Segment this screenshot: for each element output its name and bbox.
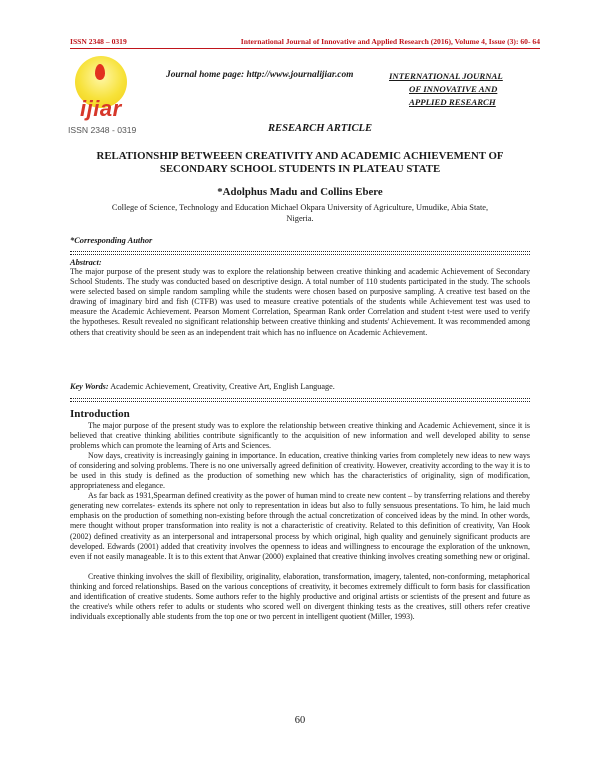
logo-wordmark: ijiar [80,96,122,121]
logo-drop-icon [95,64,105,80]
divider-dotted [70,398,530,399]
abstract-heading: Abstract: [70,258,102,267]
affiliation-line: Nigeria. [286,214,314,223]
keywords-label: Key Words: [70,382,109,391]
running-header [70,37,540,46]
affiliation [70,202,530,224]
corresponding-author: *Corresponding Author [70,236,153,245]
paragraph: The major purpose of the present study was to explore the relationship between creative thinking and Academic Achievement, since it is believed that creative thinking abilities contribute significantly to the acquisition of new information and well developed ability to sense problems which can promote the learning of Arts and Sciences. [70,421,530,451]
article-type: RESEARCH ARTICLE [267,123,373,134]
paper-title [70,150,530,176]
page-number: 60 [294,715,306,726]
keywords [70,382,530,391]
header-rule [70,48,540,49]
divider-dotted [70,251,530,252]
title-line: SECONDARY SCHOOL STUDENTS IN PLATEAU STATE [159,163,441,175]
header-issn: ISSN 2348 – 0319 [70,37,127,46]
journal-name-line: APPLIED RESEARCH [409,97,496,107]
divider-dotted [70,401,530,402]
journal-homepage: Journal home page: http://www.journalijiar.com [166,70,354,80]
logo-issn: ISSN 2348 - 0319 [68,125,137,135]
affiliation-line: College of Science, Technology and Education Michael Okpara University of Agriculture, Umudike, Abia State, [111,203,489,212]
section-heading-introduction: Introduction [70,408,130,420]
abstract-text: The major purpose of the present study was to explore the relationship between creative thinking and academic Achievement of Secondary School Students. The study was conducted based on descriptive design. A total number of 110 students participated in the study. The schools were selected based on simple random sampling while the students were chosen based on purposive sampling. A creative test based on the drawing of imaginary bird and fish (CTFB) was used to measure creative potentials of the students while Achievement test was used to measure the Academic Achievement. Pearson Moment Correlation, Spearman Rank order Correlation and student t-test were used to verify the hypotheses. Result revealed no significant relationship between creative thinking and students' Achievement. It was recommended among others that creativity should be seen as an independent trait which has no influence on Academic Achievement. [70,267,530,337]
paragraph: Creative thinking involves the skill of flexibility, originality, elaboration, transformation, imagery, talented, non-conforming, metaphorical thinking and forced relationships. Based on the various conceptions of creativity, it becomes extremely difficult to form basis for classification and identification of creative students. Some authors refer to the highly productive and original artists or scientists of the present and future as the creative's while others refer to adults or students who scored well on divergent thinking tests as the creatives, still others refer creative individuals exceptionally able students from the top one or two percent in intelligent quotient (Miller, 1993). [70,571,530,621]
keywords-text: Academic Achievement, Creativity, Creative Art, English Language. [110,382,335,391]
journal-name-line: INTERNATIONAL JOURNAL [389,71,503,81]
journal-name-line: OF INNOVATIVE AND [409,84,498,94]
divider-dotted [70,254,530,255]
journal-name [389,70,549,109]
title-line: RELATIONSHIP BETWEEEN CREATIVITY AND ACADEMIC ACHIEVEMENT OF [96,150,504,162]
introduction-body [70,421,530,622]
paragraph: As far back as 1931,Spearman defined creativity as the power of human mind to create new content – by transferring relations and thereby generating new correlates- extends its sphere not only to representation in ideas but also to fully sensuous presentations. To him, he laid much emphasis on the production of something non-existing before through the actual concretization of conceived ideas by the mind. In other words, mere thought without proper transformation into reality is not a characteristic of creativity. Related to this definition of creativity, Van Hook (2002) defined creativity as an interpersonal and intrapersonal process by which original, high quality and genuinely significant products are developed. Edwards (2001) added that creativity involves the openness to ideas and willingness to encourage the exploration of the unknown, even if not easily manageable. It is to this extent that Anwar (2000) explained that creative thinking involves creating something new or original. [70,491,530,561]
header-citation: International Journal of Innovative and Applied Research (2016), Volume 4, Issue (3): 60- 64 [240,37,540,46]
authors: *Adolphus Madu and Collins Ebere [217,186,383,198]
paragraph: Now days, creativity is increasingly gaining in importance. In education, creative thinking varies from completely new ideas to new ways of considering and solving problems. There is no one universally agreed definition of creativity. However, creativity according to the way it is to be used in this study is defined as the production of something new which has the characteristics of originality, sign of modification, appropriateness and elegance. [70,451,530,491]
